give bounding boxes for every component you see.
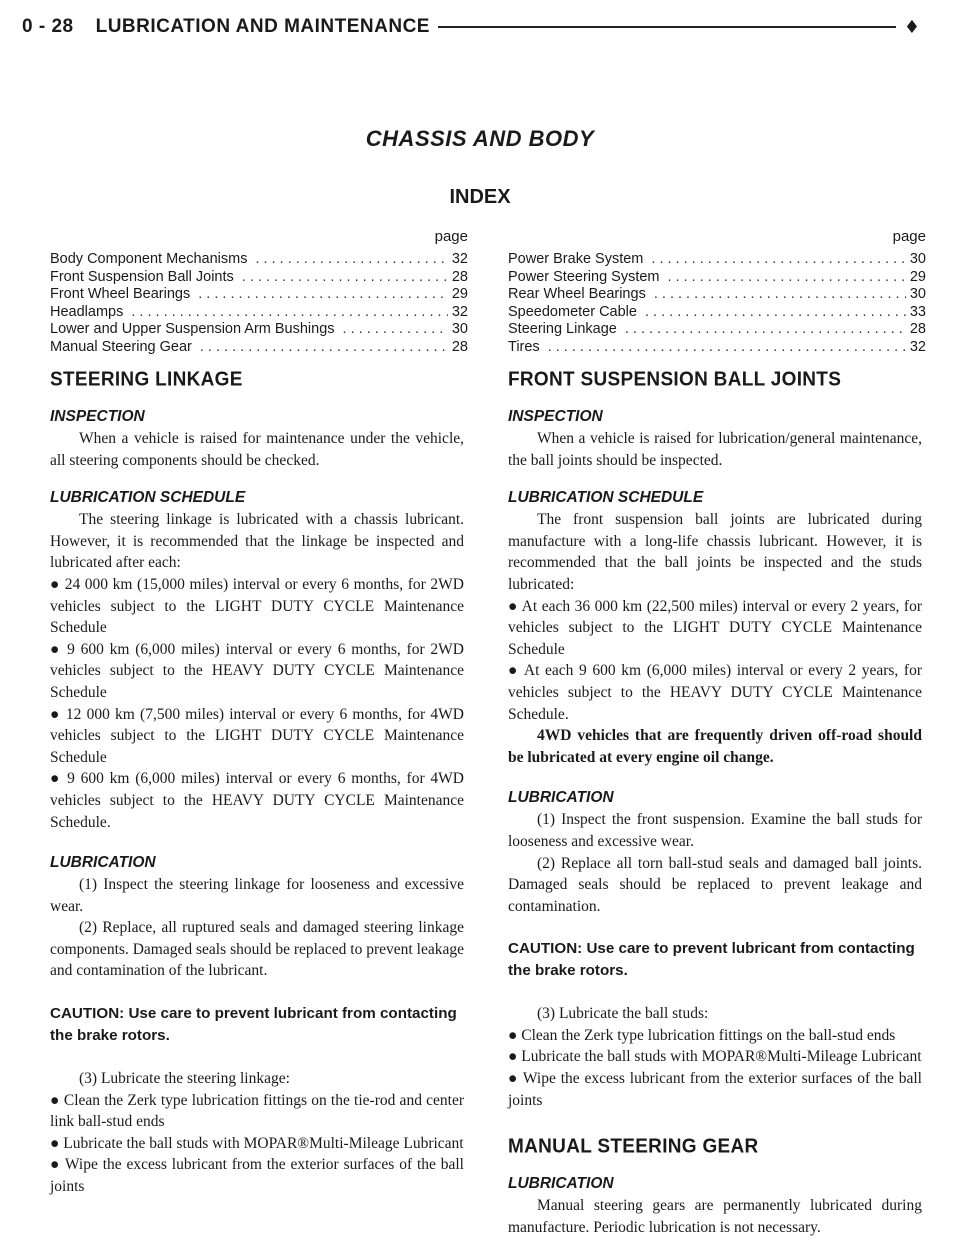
index-leader-dots: [651, 251, 905, 269]
lubrication-heading: LUBRICATION: [50, 854, 156, 872]
index-leader-dots: [255, 251, 447, 269]
inspection-text: When a vehicle is raised for maintenance under the vehicle, all steering components should be checked.: [50, 430, 464, 469]
index-entry-page: 30: [909, 251, 926, 267]
lubrication-heading: LUBRICATION: [508, 789, 614, 807]
index-right-column: [508, 228, 926, 356]
index-leader-dots: [654, 286, 906, 304]
4wd-note: 4WD vehicles that are frequently driven off-road should be lubricated at every engine oil change.: [508, 727, 922, 766]
lubrication-step: (3) Lubricate the steering linkage:: [79, 1070, 290, 1088]
index-entry-label: Lower and Upper Suspension Arm Bushings: [50, 321, 335, 337]
index-entry: [50, 251, 468, 269]
index-entry: [508, 286, 926, 304]
steering-linkage-heading: STEERING LINKAGE: [50, 368, 243, 391]
steering-linkage-section: [50, 368, 464, 1198]
step-item: ● Wipe the excess lubricant from the exterior surfaces of the ball joints: [508, 1070, 922, 1109]
index-entry: [50, 269, 468, 287]
index-entry-label: Steering Linkage: [508, 321, 617, 337]
front-suspension-section: [508, 368, 922, 1238]
step-item: ● Clean the Zerk type lubrication fittings on the tie-rod and center link ball-stud ends: [50, 1091, 464, 1131]
front-suspension-heading: FRONT SUSPENSION BALL JOINTS: [508, 368, 842, 391]
index-leader-dots: [198, 286, 448, 304]
index-entry-page: 28: [909, 321, 926, 337]
page-header: [22, 12, 920, 42]
section-title: CHASSIS AND BODY: [365, 126, 595, 151]
schedule-intro: The front suspension ball joints are lubricated during manufacture with a long-life chassis lubricant. However, it is recommended that the ball joints be inspected and the studs lubricated:: [508, 511, 922, 593]
index-leader-dots: [668, 269, 906, 287]
index-entry-label: Front Suspension Ball Joints: [50, 268, 234, 285]
chapter-title: LUBRICATION AND MAINTENANCE: [95, 16, 430, 37]
index-entry-page: 33: [909, 303, 926, 320]
step-item: ● Lubricate the ball studs with MOPAR®Multi-Mileage Lubricant: [50, 1134, 464, 1152]
schedule-intro: The steering linkage is lubricated with a chassis lubricant. However, it is recommended that the linkage be inspected and lubricated after each:: [50, 511, 464, 572]
index-entry-label: Tires: [508, 338, 540, 355]
schedule-item: ● 9 600 km (6,000 miles) interval or every 6 months, for 2WD vehicles subject to the HEAVY DUTY CYCLE Maintenance Schedule: [50, 640, 464, 701]
schedule-item: ● At each 9 600 km (6,000 miles) interval or every 2 years, for vehicles subject to the HEAVY DUTY CYCLE Maintenance Schedule.: [508, 662, 922, 723]
header-rule: [438, 26, 896, 28]
index-page-label: page: [892, 228, 926, 245]
index-entry: [508, 251, 926, 269]
index-leader-dots: [548, 339, 906, 357]
index-entry-label: Headlamps: [50, 303, 124, 320]
caution-note: CAUTION: Use care to prevent lubricant from contacting the brake rotors.: [50, 1005, 457, 1045]
index-entry-label: Body Component Mechanisms: [50, 251, 248, 267]
step-item: ● Wipe the excess lubricant from the exterior surfaces of the ball joints: [50, 1156, 464, 1196]
index-entry-label: Manual Steering Gear: [50, 338, 192, 355]
index-entry-page: 28: [451, 268, 468, 285]
lubrication-step: (2) Replace, all ruptured seals and damaged steering linkage components. Damaged seals should be replaced to prevent leakage and contamination of the lubricant.: [50, 919, 464, 980]
lubrication-step: (2) Replace all torn ball-stud seals and damaged ball joints. Damaged seals should be replaced to prevent leakage and contamination.: [508, 854, 922, 915]
manual-steering-heading: MANUAL STEERING GEAR: [508, 1135, 759, 1158]
index-leader-dots: [645, 304, 906, 322]
index-entry-label: Front Wheel Bearings: [50, 286, 191, 302]
index-entry: [50, 339, 468, 357]
index-entry-page: 30: [451, 321, 468, 337]
index-left-column: [50, 228, 468, 356]
index-title: INDEX: [449, 186, 511, 208]
lubrication-schedule-heading: LUBRICATION SCHEDULE: [50, 489, 246, 507]
index-entry-label: Rear Wheel Bearings: [508, 286, 646, 302]
lubrication-schedule-heading: LUBRICATION SCHEDULE: [508, 489, 704, 507]
index-entry-page: 29: [909, 268, 926, 285]
index-entry-page: 32: [909, 338, 926, 355]
index-entry-label: Power Brake System: [508, 251, 644, 267]
inspection-heading: INSPECTION: [508, 408, 603, 425]
index-entry: [50, 304, 468, 322]
schedule-item: ● 12 000 km (7,500 miles) interval or every 6 months, for 4WD vehicles subject to the LIGHT DUTY CYCLE Maintenance Schedule: [50, 705, 464, 766]
index-leader-dots: [343, 321, 448, 339]
inspection-heading: INSPECTION: [50, 408, 145, 425]
index-entry: [508, 339, 926, 357]
index-entry-label: Speedometer Cable: [508, 303, 637, 320]
index-entry: [50, 321, 468, 339]
caution-note: CAUTION: Use care to prevent lubricant from contacting the brake rotors.: [508, 940, 915, 980]
index-leader-dots: [625, 321, 906, 339]
lubrication-step: (1) Inspect the steering linkage for looseness and excessive wear.: [50, 876, 464, 915]
index-entry-label: Power Steering System: [508, 268, 660, 285]
manual-steering-text: Manual steering gears are permanently lubricated during manufacture. Periodic lubrication is not necessary.: [508, 1197, 922, 1236]
lubrication-step: (1) Inspect the front suspension. Examine the ball studs for looseness and excessive wear.: [508, 811, 922, 850]
step-item: ● Clean the Zerk type lubrication fittings on the ball-stud ends: [508, 1026, 896, 1044]
index-entry: [508, 321, 926, 339]
diamond-icon: ♦: [903, 16, 920, 38]
index-entry-page: 28: [451, 338, 468, 355]
lubrication-step: (3) Lubricate the ball studs:: [537, 1005, 709, 1023]
schedule-item: ● 9 600 km (6,000 miles) interval or every 6 months, for 4WD vehicles subject to the HEAVY DUTY CYCLE Maintenance Schedule.: [50, 770, 464, 831]
schedule-item: ● 24 000 km (15,000 miles) interval or every 6 months, for 2WD vehicles subject to the LIGHT DUTY CYCLE Maintenance Schedule: [50, 575, 464, 637]
index-entry: [508, 269, 926, 287]
index-entry-page: 30: [909, 286, 926, 302]
index-leader-dots: [242, 269, 448, 287]
index-entry: [50, 286, 468, 304]
index-entry: [508, 304, 926, 322]
index-leader-dots: [200, 339, 448, 357]
inspection-text: When a vehicle is raised for lubrication/general maintenance, the ball joints should be inspected.: [508, 430, 922, 469]
page-number: 0 - 28: [22, 16, 74, 37]
index-entry-page: 32: [451, 303, 468, 320]
step-item: ● Lubricate the ball studs with MOPAR®Multi-Mileage Lubricant: [508, 1048, 922, 1066]
index-entry-page: 29: [451, 286, 468, 302]
index-page-label: page: [434, 228, 468, 245]
lubrication-heading: LUBRICATION: [508, 1175, 614, 1193]
index-entry-page: 32: [451, 251, 468, 267]
schedule-item: ● At each 36 000 km (22,500 miles) interval or every 2 years, for vehicles subject to the LIGHT DUTY CYCLE Maintenance Schedule: [508, 597, 922, 658]
index-leader-dots: [131, 304, 448, 322]
